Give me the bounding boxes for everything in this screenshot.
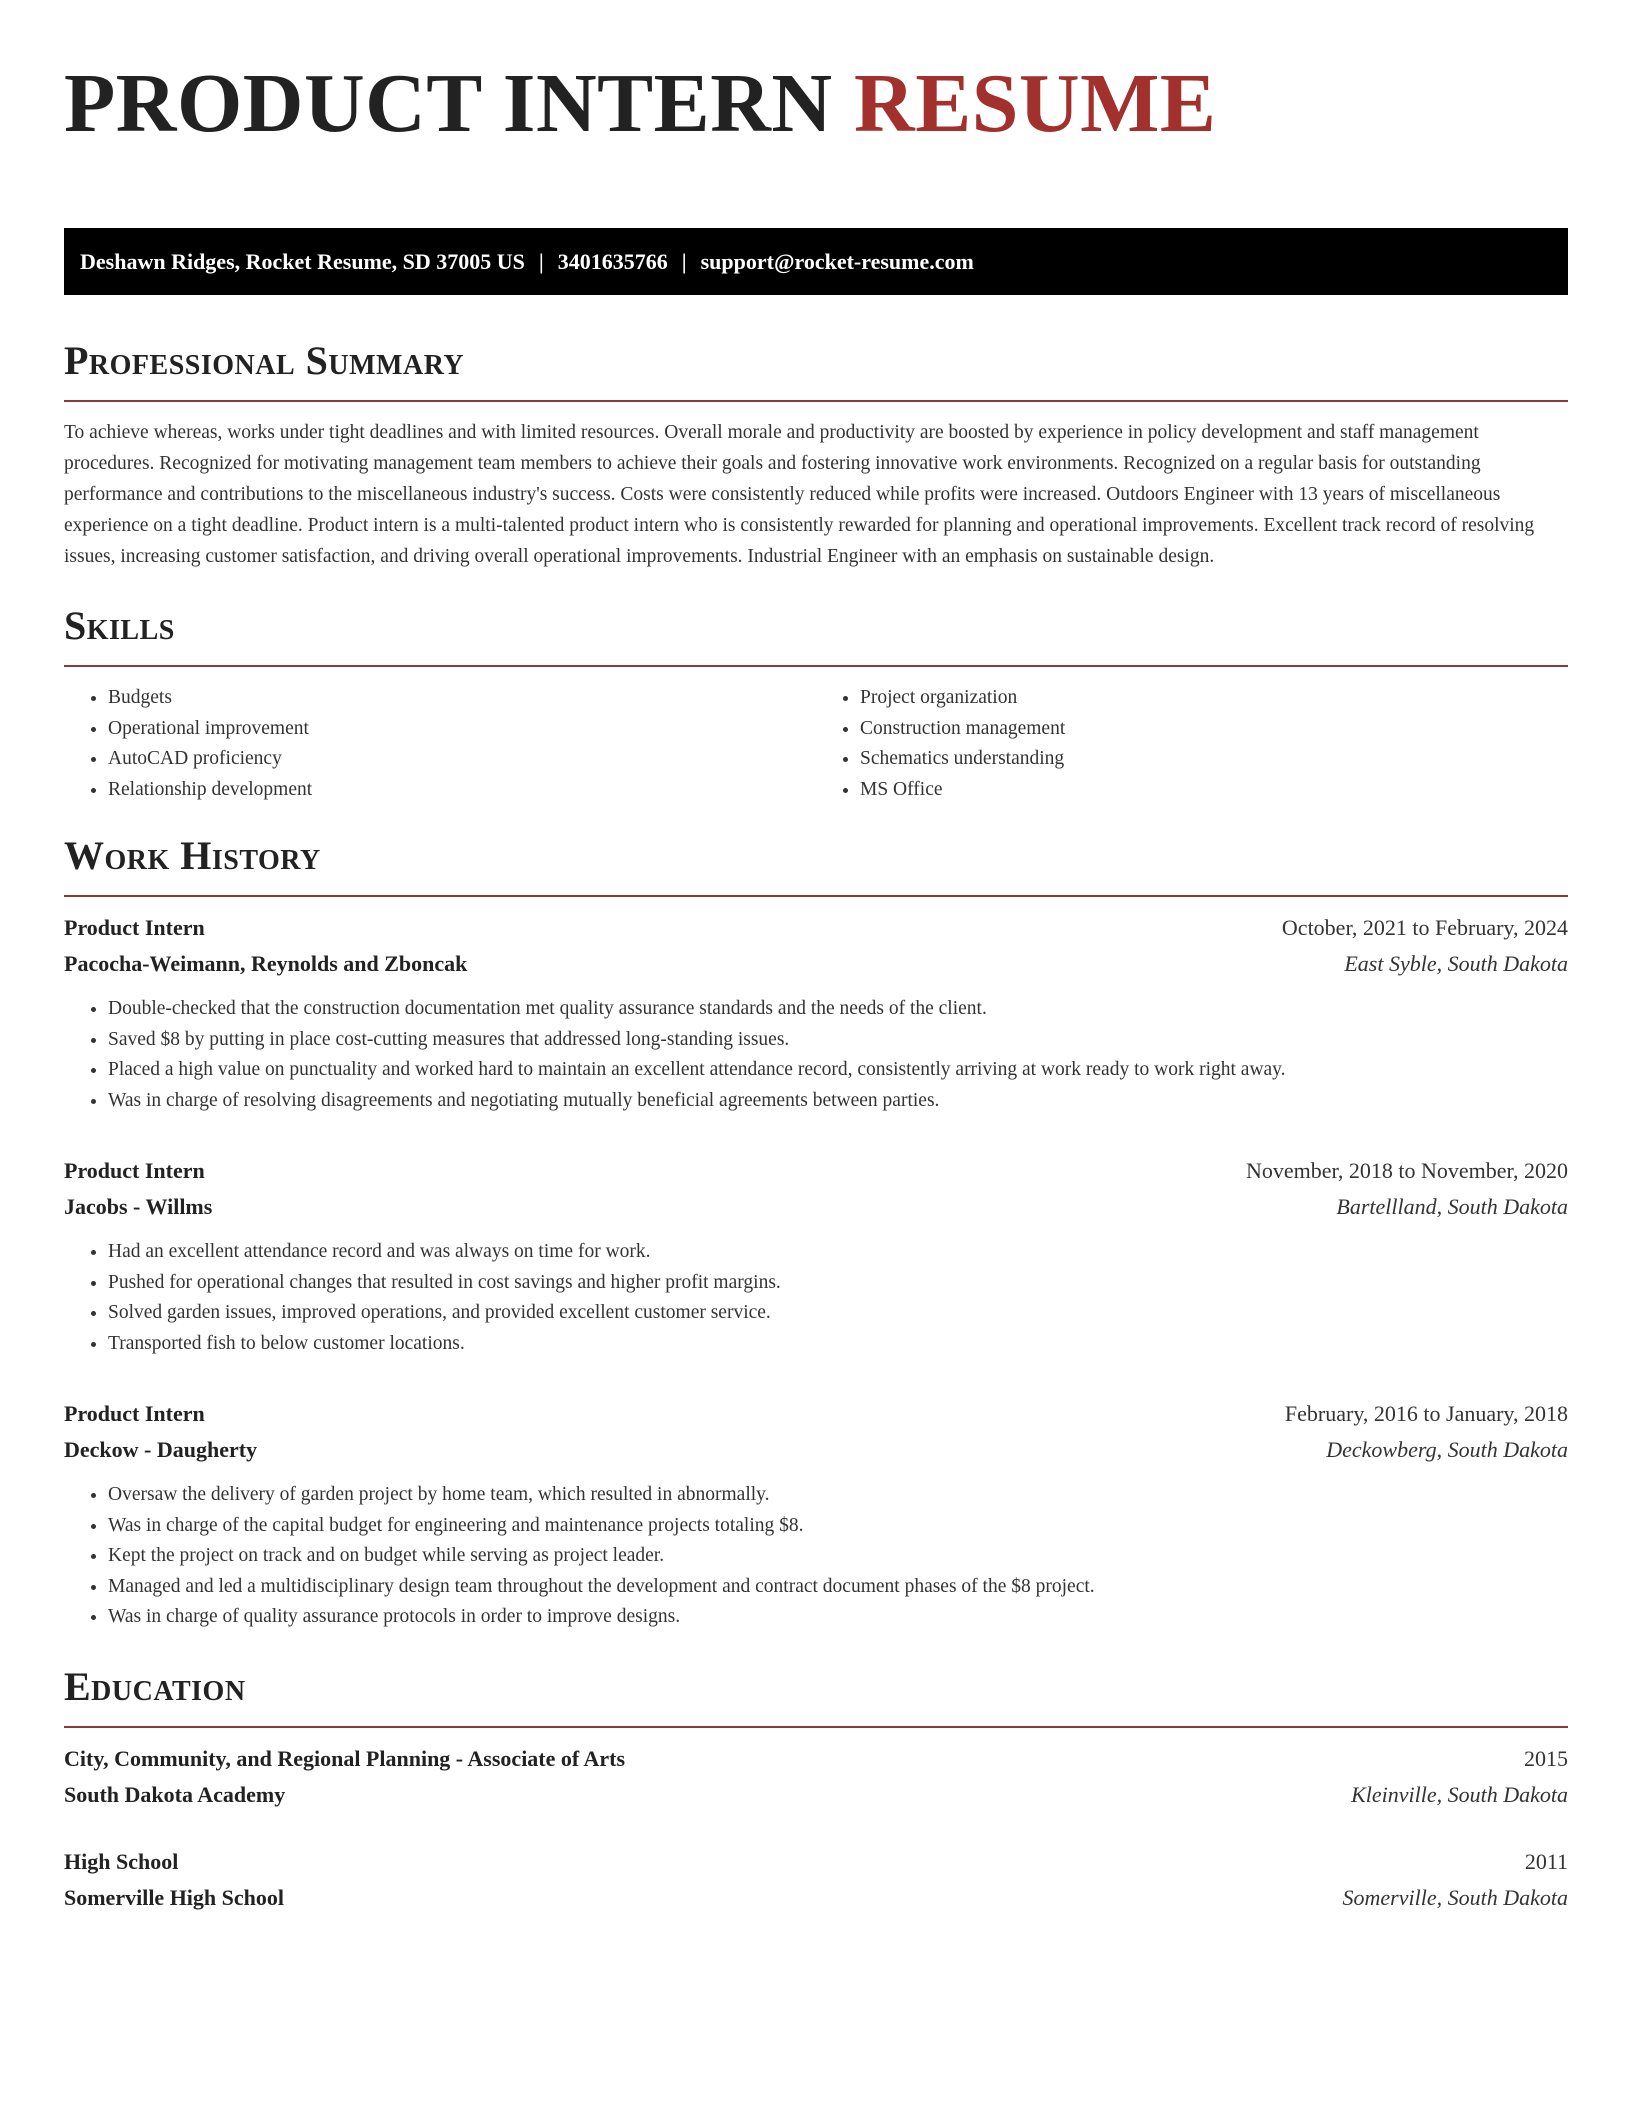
skill-item: • Schematics understanding — [860, 744, 1568, 775]
contact-address: Deshawn Ridges, Rocket Resume, SD 37005 US — [80, 249, 525, 274]
skill-item: • Operational improvement — [108, 714, 816, 745]
job-header-row — [64, 910, 1568, 946]
resume-title — [64, 54, 1568, 154]
summary-section — [64, 334, 1568, 572]
job-location: Deckowberg, South Dakota — [1326, 1437, 1568, 1462]
job-bullet: • Was in charge of resolving disagreements and negotiating mutually beneficial agreements between parties. — [108, 1086, 1568, 1117]
education-degree-row — [64, 1741, 1568, 1777]
job-bullets — [64, 1237, 1568, 1359]
job-bullet: • Was in charge of the capital budget for engineering and maintenance projects totaling $8. — [108, 1511, 1568, 1542]
section-divider — [64, 665, 1568, 667]
education-degree: High School — [64, 1848, 179, 1874]
section-divider — [64, 1726, 1568, 1728]
skills-section — [64, 599, 1568, 805]
job-bullet: • Placed a high value on punctuality and worked hard to maintain an excellent attendance record, consistently arriving at work ready to work right away. — [108, 1055, 1568, 1086]
education-degree-row — [64, 1844, 1568, 1880]
job-dates: November, 2018 to November, 2020 — [1245, 1158, 1568, 1183]
skills-heading: Skills — [64, 603, 175, 648]
job-title: Product Intern — [64, 915, 205, 940]
job-dates: February, 2016 to January, 2018 — [1284, 1401, 1568, 1426]
skill-item: • Project organization — [860, 683, 1568, 714]
job-company: Deckow - Daugherty — [64, 1437, 258, 1462]
education-school-row — [64, 1777, 1568, 1813]
work-history-section — [64, 829, 1568, 1633]
skills-column-left — [64, 683, 816, 805]
education-location: Somerville, South Dakota — [1342, 1884, 1568, 1910]
skill-item: • Relationship development — [108, 775, 816, 806]
job-bullet: • Transported fish to below customer locations. — [108, 1329, 1568, 1360]
job-bullet: • Solved garden issues, improved operations, and provided excellent customer service. — [108, 1298, 1568, 1329]
skill-item: • Construction management — [860, 714, 1568, 745]
job-bullet: • Had an excellent attendance record and was always on time for work. — [108, 1237, 1568, 1268]
contact-email: support@rocket-resume.com — [700, 249, 974, 274]
contact-separator: | — [681, 249, 687, 274]
job-title: Product Intern — [64, 1158, 205, 1183]
education-entry — [64, 1741, 1568, 1813]
job-bullet: • Kept the project on track and on budget while serving as project leader. — [108, 1541, 1568, 1572]
job-title: Product Intern — [64, 1401, 205, 1426]
job-dates: October, 2021 to February, 2024 — [1281, 915, 1568, 940]
education-year: 2015 — [1524, 1745, 1568, 1771]
job-company-row — [64, 1189, 1568, 1225]
job-company-row — [64, 1432, 1568, 1468]
education-heading: Education — [64, 1663, 246, 1709]
skill-item: • AutoCAD proficiency — [108, 744, 816, 775]
section-divider — [64, 895, 1568, 897]
contact-bar — [64, 228, 1568, 295]
job-bullet: • Double-checked that the construction documentation met quality assurance standards and the needs of the client. — [108, 994, 1568, 1025]
job-header-row — [64, 1153, 1568, 1189]
education-school: South Dakota Academy — [64, 1781, 286, 1807]
skills-column-right — [816, 683, 1568, 805]
skills-grid — [64, 683, 1568, 805]
contact-phone: 3401635766 — [557, 249, 668, 274]
job-company: Jacobs - Willms — [64, 1194, 213, 1219]
job-entry — [64, 1396, 1568, 1633]
skill-item: • MS Office — [860, 775, 1568, 806]
education-year: 2011 — [1524, 1848, 1568, 1874]
section-divider — [64, 400, 1568, 402]
title-accent: RESUME — [854, 57, 1217, 150]
education-entry — [64, 1844, 1568, 1916]
skills-list-left — [64, 683, 816, 805]
education-school: Somerville High School — [64, 1884, 284, 1910]
job-location: Bartellland, South Dakota — [1336, 1194, 1568, 1219]
job-bullet: • Managed and led a multidisciplinary design team throughout the development and contract document phases of the $8 project. — [108, 1572, 1568, 1603]
job-entry — [64, 1153, 1568, 1359]
job-header-row — [64, 1396, 1568, 1432]
job-bullet: • Pushed for operational changes that resulted in cost savings and higher profit margins. — [108, 1268, 1568, 1299]
summary-heading: Professional Summary — [64, 338, 465, 383]
job-bullets — [64, 1480, 1568, 1633]
work-history-heading: Work History — [64, 833, 321, 878]
job-location: East Syble, South Dakota — [1344, 951, 1568, 976]
job-company-row — [64, 946, 1568, 982]
education-degree: City, Community, and Regional Planning - Associate of Arts — [64, 1745, 626, 1771]
job-bullets — [64, 994, 1568, 1116]
summary-text: To achieve whereas, works under tight deadlines and with limited resources. Overall morale and productivity are boosted by experience in policy development and staff management procedures. Recognized for motivating management team members to achieve their goals and fostering innovative work environments. Recognized on a regular basis for outstanding performance and contributions to the miscellaneous industry's success. Costs were consistently reduced while profits were increased. Outdoors Engineer with 13 years of miscellaneous experience on a tight deadline. Product intern is a multi-talented product intern who is consistently rewarded for planning and operational improvements. Excellent track record of resolving issues, increasing customer satisfaction, and driving overall operational improvements. Industrial Engineer with an emphasis on sustainable design. — [64, 422, 1535, 567]
contact-separator: | — [538, 249, 544, 274]
title-main: PRODUCT INTERN — [64, 57, 833, 150]
education-location: Kleinville, South Dakota — [1351, 1781, 1568, 1807]
skills-list-right — [816, 683, 1568, 805]
job-entry — [64, 910, 1568, 1116]
job-bullet: • Saved $8 by putting in place cost-cutting measures that addressed long-standing issues. — [108, 1025, 1568, 1056]
job-bullet: • Was in charge of quality assurance protocols in order to improve designs. — [108, 1602, 1568, 1633]
education-school-row — [64, 1880, 1568, 1916]
education-section — [64, 1660, 1568, 1916]
job-company: Pacocha-Weimann, Reynolds and Zboncak — [64, 951, 468, 976]
job-bullet: • Oversaw the delivery of garden project by home team, which resulted in abnormally. — [108, 1480, 1568, 1511]
skill-item: • Budgets — [108, 683, 816, 714]
